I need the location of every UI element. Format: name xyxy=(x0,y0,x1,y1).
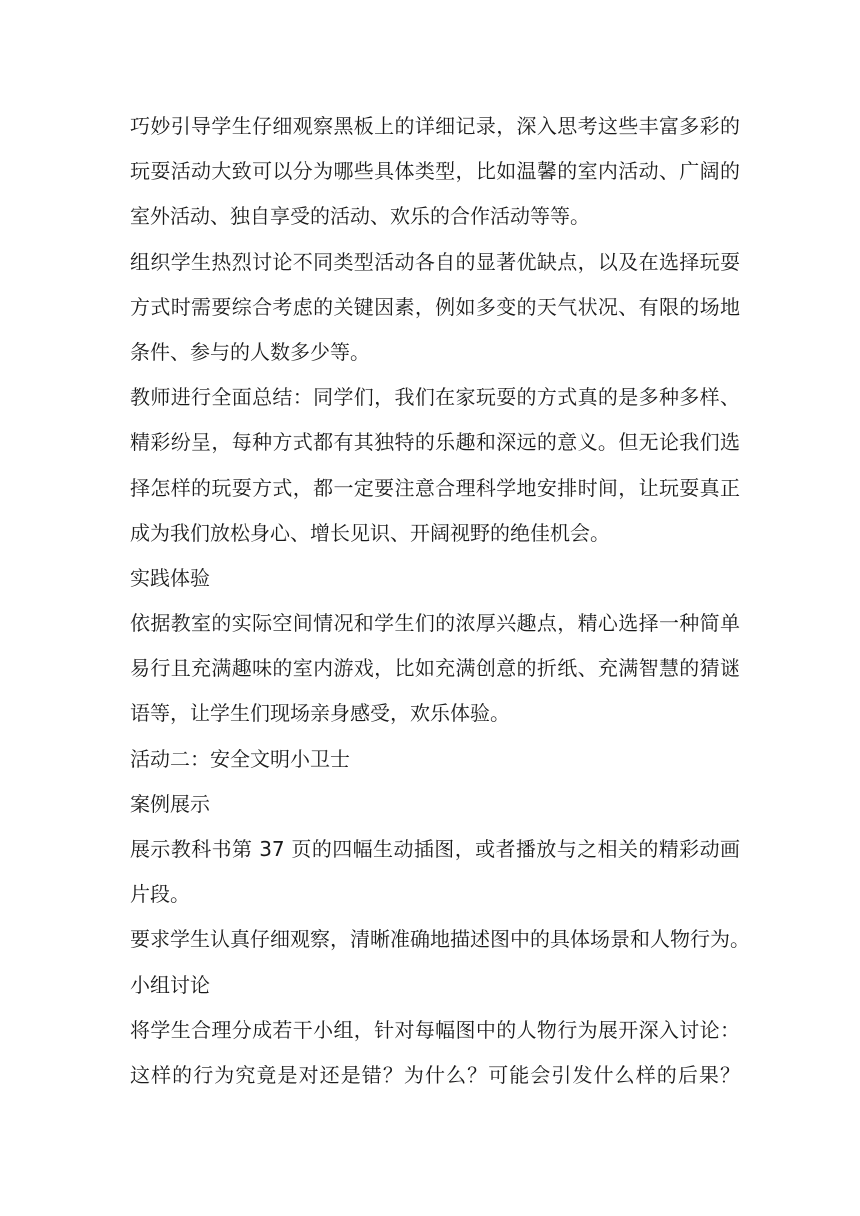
paragraph-line: 择怎样的玩耍方式，都一定要注意合理科学地安排时间，让玩耍真正 xyxy=(130,475,740,500)
document-body xyxy=(130,104,750,1098)
paragraph-line: 条件、参与的人数多少等。 xyxy=(130,339,370,364)
paragraph-line: 易行且充满趣味的室内游戏，比如充满创意的折纸、充满智慧的猜谜 xyxy=(130,656,740,681)
paragraph-line: 将学生合理分成若干小组，针对每幅图中的人物行为展开深入讨论： xyxy=(130,1017,740,1042)
paragraph-line: 语等，让学生们现场亲身感受，欢乐体验。 xyxy=(130,701,510,726)
section-heading-activity-two: 活动二：安全文明小卫士 xyxy=(130,746,350,771)
paragraph-line: 室外活动、独自享受的活动、欢乐的合作活动等等。 xyxy=(130,204,590,229)
paragraph-line: 玩耍活动大致可以分为哪些具体类型，比如温馨的室内活动、广阔的 xyxy=(130,159,740,184)
paragraph-line: 巧妙引导学生仔细观察黑板上的详细记录，深入思考这些丰富多彩的 xyxy=(130,114,740,138)
paragraph-line: 要求学生认真仔细观察，清晰准确地描述图中的具体场景和人物行为。 xyxy=(130,927,750,952)
paragraph-line: 片段。 xyxy=(130,882,190,907)
paragraph-line: 方式时需要综合考虑的关键因素，例如多变的天气状况、有限的场地 xyxy=(130,294,740,319)
paragraph-line: 依据教室的实际空间情况和学生们的浓厚兴趣点，精心选择一种简单 xyxy=(130,611,740,636)
paragraph-line: 这样的行为究竟是对还是错？为什么？可能会引发什么样的后果？ xyxy=(130,1062,740,1087)
section-heading-practice: 实践体验 xyxy=(130,565,210,590)
section-heading-group-discussion: 小组讨论 xyxy=(130,972,210,997)
paragraph-line: 教师进行全面总结：同学们，我们在家玩耍的方式真的是多种多样、 xyxy=(130,385,740,410)
paragraph-line: 组织学生热烈讨论不同类型活动各自的显著优缺点，以及在选择玩耍 xyxy=(130,249,740,274)
section-heading-case-display: 案例展示 xyxy=(130,791,210,816)
paragraph-line: 展示教科书第 37 页的四幅生动插图，或者播放与之相关的精彩动画 xyxy=(130,837,740,861)
paragraph-line: 精彩纷呈，每种方式都有其独特的乐趣和深远的意义。但无论我们选 xyxy=(130,430,740,455)
paragraph-line: 成为我们放松身心、增长见识、开阔视野的绝佳机会。 xyxy=(130,520,610,545)
